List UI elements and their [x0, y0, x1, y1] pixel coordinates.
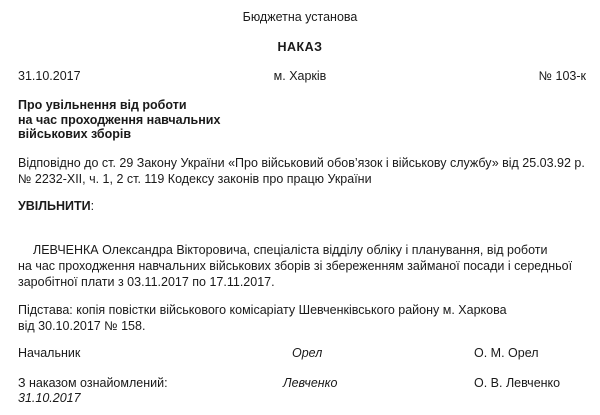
head-full-name: О. М. Орел — [474, 346, 539, 360]
acknowledgement-label: З наказом ознайомлений: — [18, 376, 168, 390]
document-date: 31.10.2017 — [18, 69, 81, 83]
acknowledgement-date: 31.10.2017 — [18, 391, 81, 405]
order-keyword: УВІЛЬНИТИ — [18, 199, 91, 213]
document-subject — [18, 98, 220, 142]
document-type-title: НАКАЗ — [277, 40, 323, 54]
subject-line: на час проходження навчальних — [18, 112, 221, 127]
head-signature: Орел — [292, 346, 323, 360]
grounds-line: від 30.10.2017 № 158. — [18, 319, 146, 333]
subject-line: військових зборів — [18, 127, 132, 141]
order-keyword-colon: : — [90, 199, 95, 213]
order-line: ЛЕВЧЕНКА Олександра Вікторовича, спеціаліста відділу обліку і планування, від роботи — [33, 243, 548, 257]
head-position-label: Начальник — [18, 346, 81, 360]
document-number: № 103-к — [538, 69, 586, 83]
basis-line: № 2232-XII, ч. 1, 2 ст. 119 Кодексу законів про працю України — [18, 172, 372, 186]
legal-basis-paragraph — [18, 155, 585, 187]
grounds-line: Підстава: копія повістки військового комісаріату Шевченківського району м. Харкова — [18, 303, 507, 317]
order-line: заробітної плати з 03.11.2017 по 17.11.2017. — [18, 275, 275, 289]
grounds-paragraph — [18, 302, 507, 334]
subject-line: Про увільнення від роботи — [18, 98, 187, 112]
acknowledgement-signature: Левченко — [283, 376, 338, 390]
document-city: м. Харків — [273, 69, 327, 83]
acknowledgement-full-name: О. В. Левченко — [474, 376, 561, 390]
order-keyword-line — [18, 199, 94, 214]
order-body-paragraph — [18, 242, 572, 290]
basis-line: Відповідно до ст. 29 Закону України «Про військовий обов’язок і військову службу» від 25.03.92 р. — [18, 156, 585, 170]
order-line: на час проходження навчальних військових зборів зі збереженням займаної посади і середньої — [18, 259, 573, 273]
organization-name: Бюджетна установа — [242, 10, 358, 24]
